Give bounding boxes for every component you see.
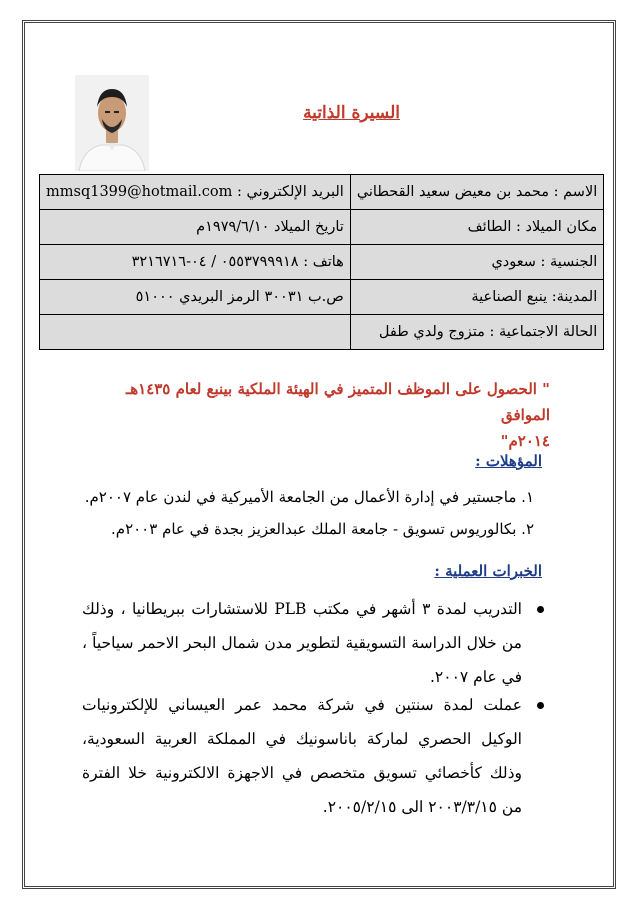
table-row — [40, 175, 604, 210]
bullet-icon — [537, 606, 544, 613]
city-cell: المدينة: ينبع الصناعية — [350, 280, 603, 315]
empty-cell — [40, 315, 351, 350]
table-row — [40, 280, 604, 315]
table-row — [40, 210, 604, 245]
pobox-cell: ص.ب ٣٠٠٣١ الرمز البريدي ٥١٠٠٠ — [40, 280, 351, 315]
page-title: السيرة الذاتية — [303, 103, 400, 123]
personal-info-table — [39, 174, 604, 350]
profile-photo — [75, 75, 149, 171]
qualification-item: ١. ماجستير في إدارة الأعمال من الجامعة الأميركية في لندن عام ٢٠٠٧م. — [84, 488, 534, 506]
qualification-item: ٢. بكالوريوس تسويق - جامعة الملك عبدالعزيز بجدة في عام ٢٠٠٣م. — [111, 520, 534, 538]
table-row — [40, 245, 604, 280]
phone-cell: هاتف : ٠٥٥٣٧٩٩٩١٨ / ٠٤-٣٢١٦٧١٦ — [40, 245, 351, 280]
experience-item-text: عملت لمدة سنتين في شركة محمد عمر العيساني للإلكترونيات الوكيل الحصري لماركة باناسونيك في المملكة العربية السعودية، وذلك كأخصائي تسويق متخصص في الاجهزة الالكترونية خلا الفترة من ٢٠٠٣/٣/١٥ الى ٢٠٠٥/٢/١٥. — [82, 696, 522, 816]
award-headline-line2: ٢٠١٤م" — [500, 432, 550, 450]
experience-item — [82, 592, 550, 694]
birthplace-cell: مكان الميلاد : الطائف — [350, 210, 603, 245]
award-headline — [82, 376, 550, 454]
name-cell: الاسم : محمد بن معيض سعيد القحطاني — [350, 175, 603, 210]
birthdate-cell: تاريخ الميلاد ١٩٧٩/٦/١٠م — [40, 210, 351, 245]
email-cell: البريد الإلكتروني : mmsq1399@hotmail.com — [40, 175, 351, 210]
experience-item-text: التدريب لمدة ٣ أشهر في مكتب PLB للاستشارات ببريطانيا ، وذلك من خلال الدراسة التسويقية لتطوير مدن شمال البحر الاحمر سياحياً ، في عام ٢٠٠٧. — [82, 600, 522, 686]
marital-status-cell: الحالة الاجتماعية : متزوج ولدي طفل — [350, 315, 603, 350]
bullet-icon — [537, 702, 544, 709]
table-row — [40, 315, 604, 350]
qualifications-heading: المؤهلات : — [475, 452, 542, 470]
experience-heading: الخبرات العملية : — [434, 562, 542, 580]
nationality-cell: الجنسية : سعودي — [350, 245, 603, 280]
experience-item — [82, 688, 550, 824]
award-headline-line1: " الحصول على الموظف المتميز في الهيئة الملكية بينبع لعام ١٤٣٥هـ الموافق — [125, 380, 550, 424]
